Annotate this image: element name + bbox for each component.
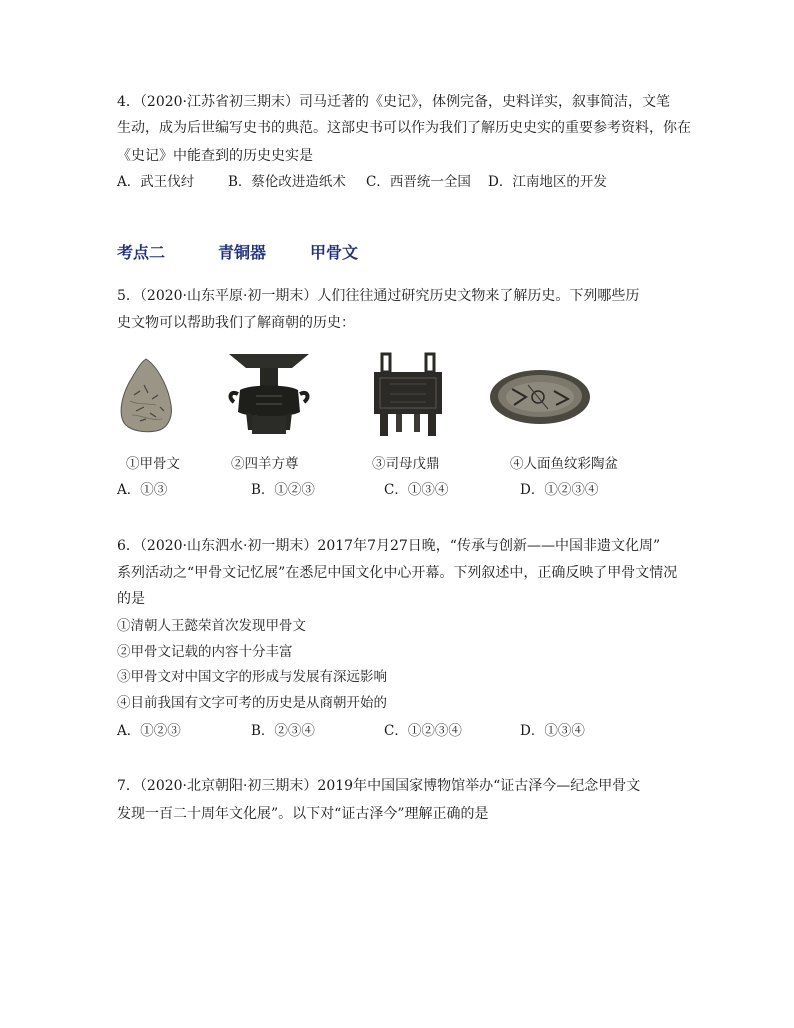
q4-stem-line-2: 生动，成为后世编写史书的典范。这部史书可以作为我们了解历史史实的重要参考资料，你在 [117, 120, 691, 136]
oracle-bone-image [116, 355, 176, 435]
q7-stem-line-2: 发现一百二十周年文化展”。以下对“证古泽今”理解正确的是 [117, 806, 489, 822]
q6-option-c: C．①②③④ [384, 723, 462, 739]
q6-statement-3: ③甲骨文对中国文字的形成与发展有深远影响 [117, 669, 387, 685]
q6-statement-1: ①清朝人王懿荣首次发现甲骨文 [117, 618, 306, 634]
q6-statement-4: ④目前我国有文字可考的历史是从商朝开始的 [117, 695, 387, 711]
q4-option-b: B．蔡伦改进造纸术 [228, 174, 346, 190]
caption-simuwu-ding: ③司母戊鼎 [372, 456, 440, 472]
q4-stem-line-3: 《史记》中能查到的历史史实是 [117, 148, 313, 164]
q5-option-d: D．①②③④ [520, 482, 599, 498]
four-ram-square-zun-image [226, 350, 312, 440]
q4-stem-line-1: 4．（2020·江苏省初三期末）司马迁著的《史记》，体例完备，史料详实，叙事简洁，文笔 [117, 94, 670, 110]
caption-pottery-basin: ④人面鱼纹彩陶盆 [510, 456, 618, 472]
q5-option-a: A．①③ [117, 482, 168, 498]
q6-stem-line-2: 系列活动之“甲骨文记忆展”在悉尼中国文化中心开幕。下列叙述中，正确反映了甲骨文情况 [117, 565, 678, 581]
q6-stem-line-3: 的是 [117, 591, 145, 607]
q6-option-a: A．①②③ [117, 723, 181, 739]
q5-stem-line-1: 5．（2020·山东平原·初一期末）人们往往通过研究历史文物来了解历史。下列哪些历 [117, 288, 640, 304]
q5-option-b: B．①②③ [251, 482, 315, 498]
simuwu-ding-image [368, 350, 448, 440]
q4-option-c: C．西晋统一全国 [366, 174, 471, 190]
section-topic-oracle: 甲骨文 [310, 243, 359, 262]
q6-option-b: B．②③④ [251, 723, 315, 739]
q6-option-d: D．①③④ [520, 723, 585, 739]
section-topic-bronze: 青铜器 [218, 243, 267, 262]
q5-stem-line-2: 史文物可以帮助我们了解商朝的历史： [117, 315, 355, 331]
q6-stem-line-1: 6．（2020·山东泗水·初一期末）2017年7月27日晚，“传承与创新——中国非遗文化周” [117, 538, 661, 554]
q6-statement-2: ②甲骨文记载的内容十分丰富 [117, 644, 293, 660]
caption-oracle-bone: ①甲骨文 [126, 456, 180, 472]
q7-stem-line-1: 7．（2020·北京朝阳·初三期末）2019年中国国家博物馆举办“证古泽今—纪念甲骨文 [117, 778, 641, 794]
q4-option-d: D．江南地区的开发 [488, 174, 607, 190]
caption-four-ram-zun: ②四羊方尊 [231, 456, 299, 472]
section-label: 考点二 [117, 243, 166, 262]
q5-option-c: C．①③④ [384, 482, 449, 498]
q4-option-a: A．武王伐纣 [117, 174, 195, 190]
painted-pottery-basin-image [488, 367, 592, 427]
